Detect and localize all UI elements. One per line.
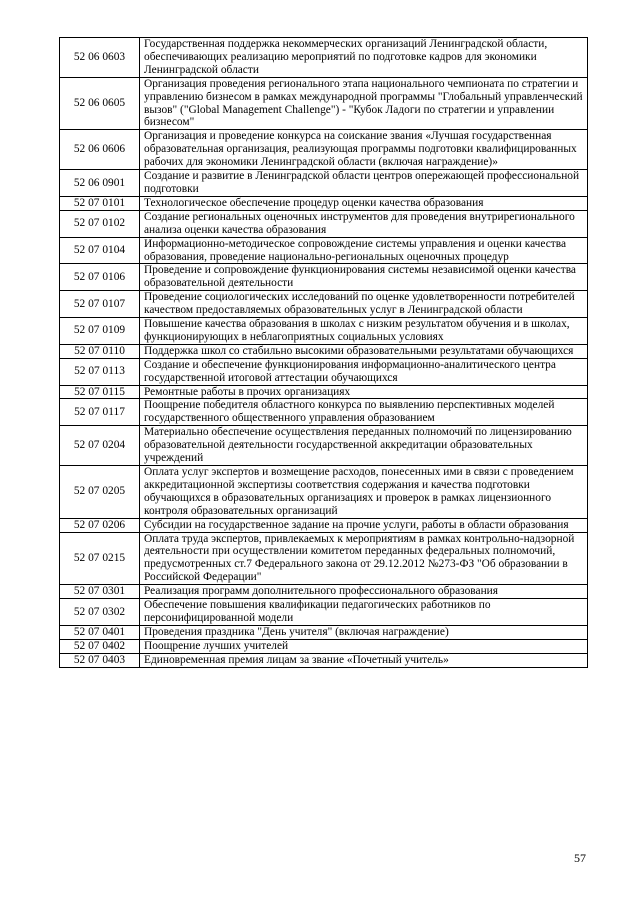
budget-code-cell: 52 07 0204 xyxy=(60,426,140,466)
budget-code-cell: 52 06 0901 xyxy=(60,170,140,197)
budget-code-cell: 52 07 0102 xyxy=(60,210,140,237)
table-row xyxy=(60,291,588,318)
budget-code-cell: 52 07 0215 xyxy=(60,532,140,585)
table-row xyxy=(60,585,588,599)
table-row xyxy=(60,358,588,385)
description-cell: Ремонтные работы в прочих организациях xyxy=(140,385,588,399)
budget-code-cell: 52 07 0106 xyxy=(60,264,140,291)
budget-code-cell: 52 07 0115 xyxy=(60,385,140,399)
budget-code-cell: 52 06 0603 xyxy=(60,38,140,78)
budget-code-cell: 52 07 0104 xyxy=(60,237,140,264)
budget-code-cell: 52 07 0109 xyxy=(60,318,140,345)
budget-code-cell: 52 06 0606 xyxy=(60,130,140,170)
description-cell: Организация проведения регионального этапа национального чемпионата по стратегии и управлению бизнесом в рамках международной программы "Глобальный управленческий вызов" ("Global Management Challenge") - "Кубок Ладоги по стратегии и управлении бизнесом" xyxy=(140,77,588,130)
budget-code-cell: 52 07 0206 xyxy=(60,518,140,532)
table-row xyxy=(60,130,588,170)
description-cell: Оплата услуг экспертов и возмещение расходов, понесенных ими в связи с проведением аккредитационной экспертизы соответствия содержания и качества подготовки обучающихся в образовательных организациях и проверок в рамках лицензионного контроля образовательных организаций xyxy=(140,466,588,519)
table-row xyxy=(60,264,588,291)
table-row xyxy=(60,625,588,639)
description-cell: Субсидии на государственное задание на прочие услуги, работы в области образования xyxy=(140,518,588,532)
budget-code-cell: 52 07 0107 xyxy=(60,291,140,318)
table-row xyxy=(60,385,588,399)
description-cell: Обеспечение повышения квалификации педагогических работников по персонифицированной модели xyxy=(140,599,588,626)
table-row xyxy=(60,653,588,667)
table-row xyxy=(60,38,588,78)
description-cell: Государственная поддержка некоммерческих организаций Ленинградской области, обеспечивающих реализацию мероприятий по подготовке кадров для экономики Ленинградской области xyxy=(140,38,588,78)
description-cell: Единовременная премия лицам за звание «Почетный учитель» xyxy=(140,653,588,667)
table-row xyxy=(60,532,588,585)
table-body xyxy=(60,38,588,668)
table-row xyxy=(60,318,588,345)
table-row xyxy=(60,599,588,626)
budget-code-cell: 52 07 0101 xyxy=(60,196,140,210)
description-cell: Реализация программ дополнительного профессионального образования xyxy=(140,585,588,599)
table-row xyxy=(60,399,588,426)
description-cell: Проведение социологических исследований по оценке удовлетворенности потребителей качеством предоставляемых образовательных услуг в Ленинградской области xyxy=(140,291,588,318)
table-row xyxy=(60,210,588,237)
budget-code-cell: 52 07 0301 xyxy=(60,585,140,599)
description-cell: Информационно-методическое сопровождение системы управления и оценки качества образования, проведение национально-региональных оценочных процедур xyxy=(140,237,588,264)
budget-code-cell: 52 07 0302 xyxy=(60,599,140,626)
description-cell: Повышение качества образования в школах с низким результатом обучения и в школах, функционирующих в неблагоприятных социальных условиях xyxy=(140,318,588,345)
table-row xyxy=(60,426,588,466)
budget-code-cell: 52 07 0110 xyxy=(60,344,140,358)
table-row xyxy=(60,170,588,197)
description-cell: Проведения праздника "День учителя" (включая награждение) xyxy=(140,625,588,639)
budget-code-cell: 52 07 0402 xyxy=(60,639,140,653)
table-row xyxy=(60,237,588,264)
description-cell: Поощрение победителя областного конкурса по выявлению перспективных моделей государственного общественного управления образованием xyxy=(140,399,588,426)
description-cell: Поддержка школ со стабильно высокими образовательными результатами обучающихся xyxy=(140,344,588,358)
table-row xyxy=(60,518,588,532)
page-number: 57 xyxy=(574,851,586,865)
table-row xyxy=(60,466,588,519)
description-cell: Создание и развитие в Ленинградской области центров опережающей профессиональной подготовки xyxy=(140,170,588,197)
description-cell: Организация и проведение конкурса на соискание звания «Лучшая государственная образовательная организация, реализующая программы подготовки квалифицированных рабочих для экономики Ленинградской области (включая награждение)» xyxy=(140,130,588,170)
budget-code-cell: 52 07 0403 xyxy=(60,653,140,667)
budget-code-cell: 52 07 0205 xyxy=(60,466,140,519)
budget-code-cell: 52 07 0401 xyxy=(60,625,140,639)
table-row xyxy=(60,77,588,130)
description-cell: Поощрение лучших учителей xyxy=(140,639,588,653)
budget-code-cell: 52 07 0113 xyxy=(60,358,140,385)
description-cell: Проведение и сопровождение функционирования системы независимой оценки качества образовательной деятельности xyxy=(140,264,588,291)
table-row xyxy=(60,196,588,210)
description-cell: Технологическое обеспечение процедур оценки качества образования xyxy=(140,196,588,210)
description-cell: Материально обеспечение осуществления переданных полномочий по лицензированию образовательной деятельности государственной аккредитации образовательных учреждений xyxy=(140,426,588,466)
description-cell: Оплата труда экспертов, привлекаемых к мероприятиям в рамках контрольно-надзорной деятельности при осуществлении комитетом переданных федеральных полномочий, предусмотренных ст.7 Федерального закона от 29.12.2012 №273-ФЗ "Об образовании в Российской Федерации" xyxy=(140,532,588,585)
description-cell: Создание региональных оценочных инструментов для проведения внутрирегионального анализа оценки качества образования xyxy=(140,210,588,237)
budget-code-cell: 52 06 0605 xyxy=(60,77,140,130)
budget-code-table xyxy=(59,37,588,668)
description-cell: Создание и обеспечение функционирования информационно-аналитического центра государственной итоговой аттестации обучающихся xyxy=(140,358,588,385)
budget-code-cell: 52 07 0117 xyxy=(60,399,140,426)
table-row xyxy=(60,344,588,358)
table-row xyxy=(60,639,588,653)
